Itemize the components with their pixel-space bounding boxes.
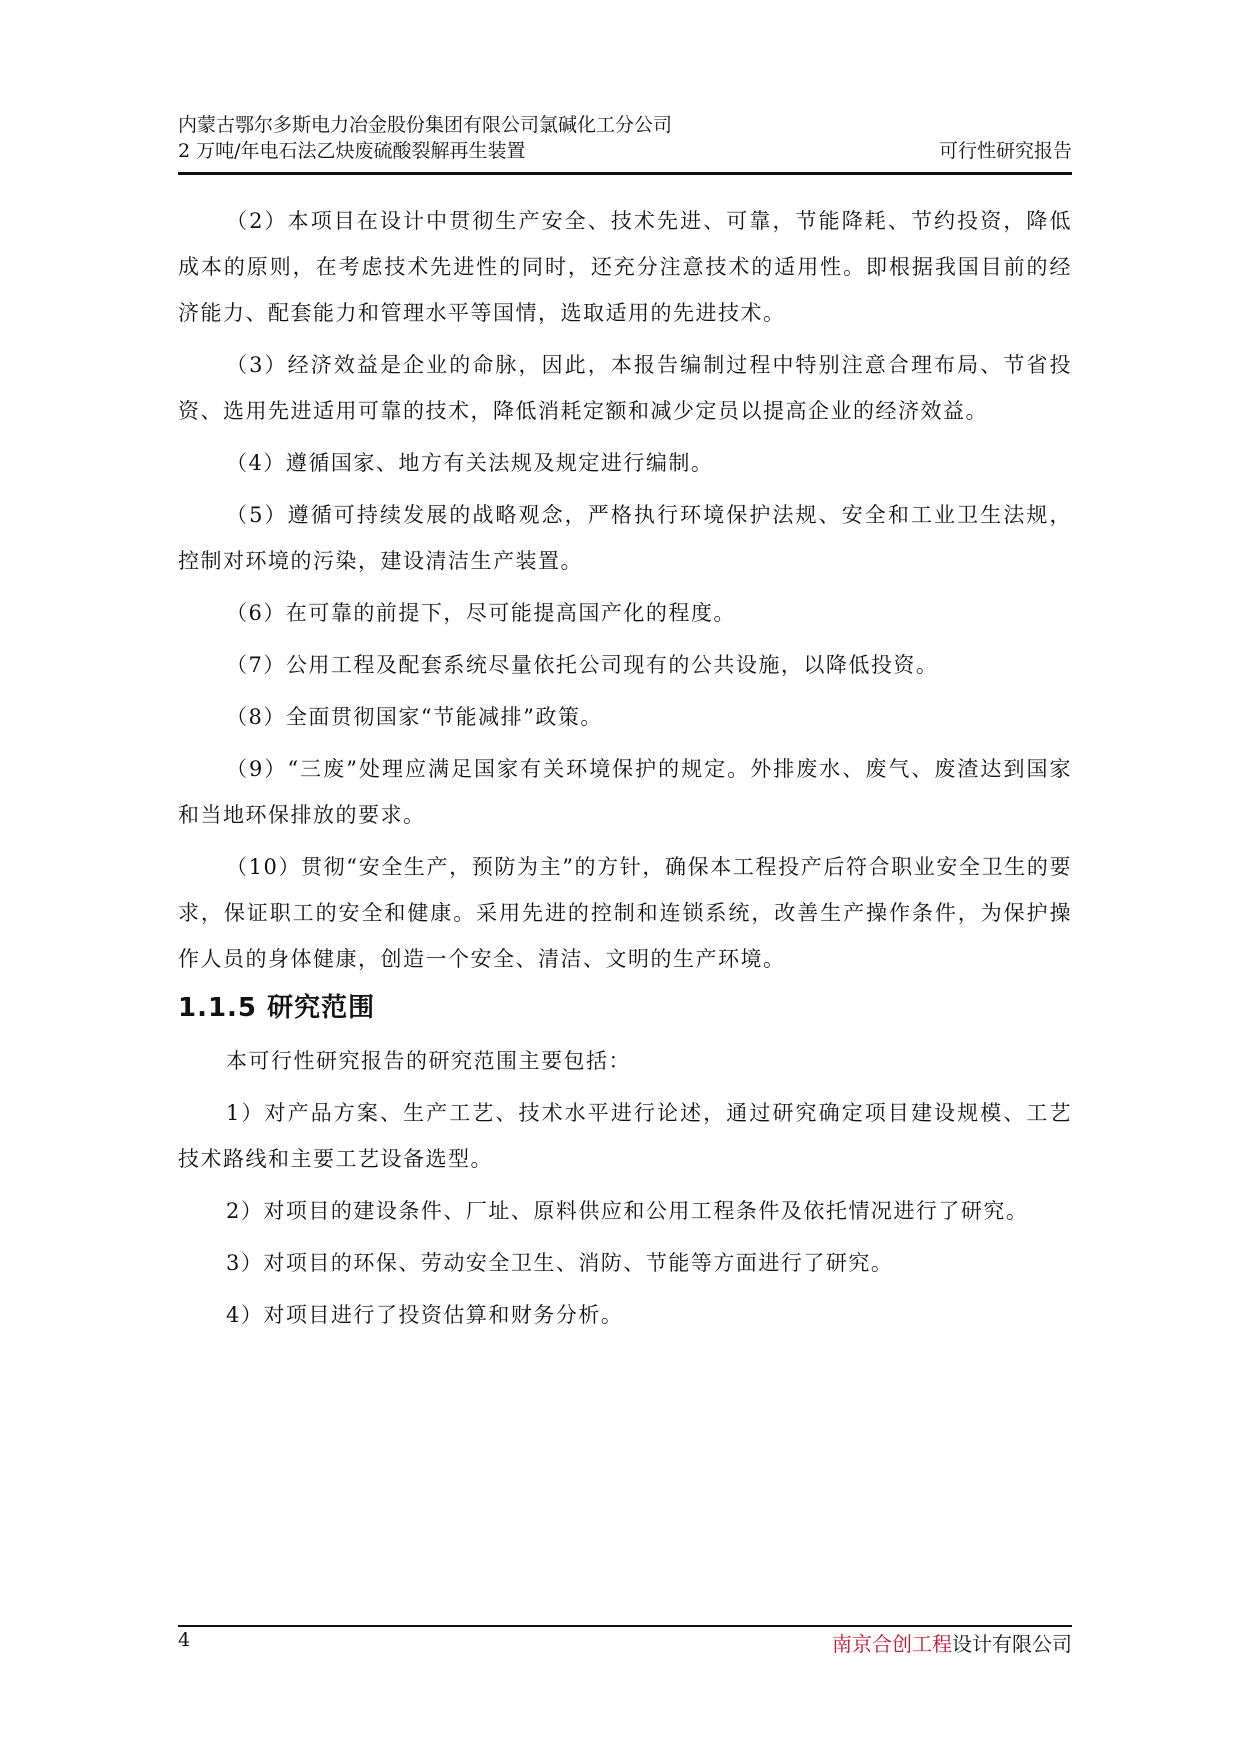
paragraph: （6）在可靠的前提下，尽可能提高国产化的程度。 [226, 601, 736, 625]
page-header [178, 112, 1072, 164]
footer-rule [178, 1625, 1072, 1627]
paragraph: （7）公用工程及配套系统尽量依托公司现有的公共设施，以降低投资。 [226, 653, 939, 677]
paragraph: 3）对项目的环保、劳动安全卫生、消防、节能等方面进行了研究。 [226, 1251, 894, 1275]
page-number: 4 [178, 1629, 191, 1651]
paragraph: （8）全面贯彻国家“节能减排”政策。 [226, 705, 603, 729]
paragraph: 1）对产品方案、生产工艺、技术水平进行论述，通过研究确定项目建设规模、工艺技术路线和主要工艺设备选型。 [178, 1101, 1072, 1171]
header-row [178, 138, 1072, 164]
document-body [178, 198, 1072, 1344]
paragraph: 4）对项目进行了投资估算和财务分析。 [226, 1303, 624, 1327]
paragraph: （3）经济效益是企业的命脉，因此，本报告编制过程中特别注意合理布局、节省投资、选用先进适用可靠的技术，降低消耗定额和减少定员以提高企业的经济效益。 [178, 353, 1072, 423]
header-project: 2 万吨/年电石法乙炔废硫酸裂解再生装置 [178, 140, 526, 162]
header-doc-type: 可行性研究报告 [938, 140, 1072, 162]
header-company: 内蒙古鄂尔多斯电力冶金股份集团有限公司氯碱化工分公司 [178, 114, 673, 136]
paragraph: 2）对项目的建设条件、厂址、原料供应和公用工程条件及依托情况进行了研究。 [226, 1199, 1029, 1223]
paragraph: （5）遵循可持续发展的战略观念，严格执行环境保护法规、安全和工业卫生法规，控制对环境的污染，建设清洁生产装置。 [178, 503, 1072, 573]
header-rule [178, 172, 1072, 175]
footer-company-rest: 设计有限公司 [952, 1632, 1072, 1656]
paragraph: （9）“三废”处理应满足国家有关环境保护的规定。外排废水、废气、废渣达到国家和当地环保排放的要求。 [178, 757, 1072, 827]
paragraph: （10）贯彻“安全生产，预防为主”的方针，确保本工程投产后符合职业安全卫生的要求，保证职工的安全和健康。采用先进的控制和连锁系统，改善生产操作条件，为保护操作人员的身体健康，创造一个安全、清洁、文明的生产环境。 [178, 855, 1072, 971]
paragraph: （4）遵循国家、地方有关法规及规定进行编制。 [226, 451, 714, 475]
paragraph: 本可行性研究报告的研究范围主要包括： [226, 1049, 631, 1073]
paragraph: （2）本项目在设计中贯彻生产安全、技术先进、可靠，节能降耗、节约投资，降低成本的原则，在考虑技术先进性的同时，还充分注意技术的适用性。即根据我国目前的经济能力、配套能力和管理水平等国情，选取适用的先进技术。 [178, 209, 1072, 325]
footer-company-highlight: 南京合创工程 [832, 1632, 952, 1656]
section-heading: 1.1.5 研究范围 [178, 993, 376, 1023]
footer-company [832, 1630, 1072, 1658]
